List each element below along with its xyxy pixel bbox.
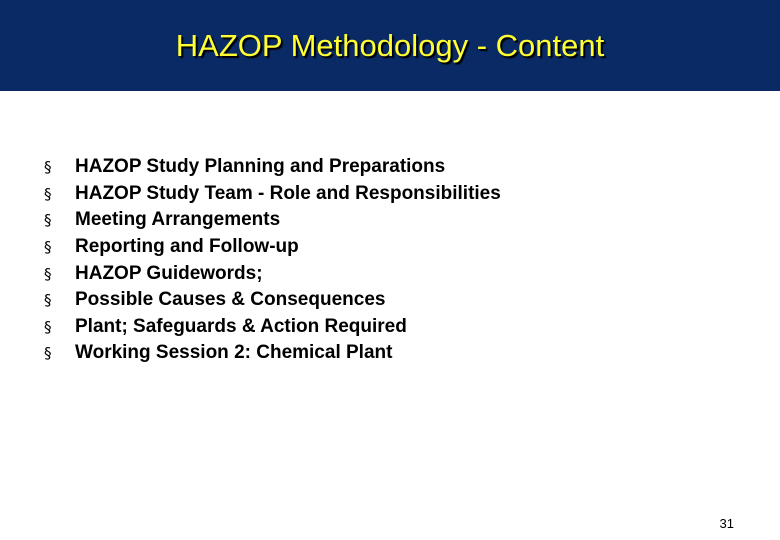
list-item (44, 314, 501, 341)
bullet-marker: § (44, 264, 52, 283)
bullet-list (44, 154, 501, 367)
bullet-marker: § (44, 317, 52, 336)
list-item (44, 260, 501, 287)
list-item-label: HAZOP Study Planning and Preparations (75, 156, 446, 178)
list-item-label: HAZOP Guidewords; (75, 262, 263, 284)
slide-title: HAZOP Methodology - Content (175, 28, 605, 63)
bullet-marker: § (44, 211, 52, 230)
list-item (44, 340, 501, 367)
list-item-label: HAZOP Study Team - Role and Responsibilities (75, 182, 501, 204)
bullet-marker: § (44, 158, 52, 177)
bullet-marker: § (44, 238, 52, 257)
page-number: 31 (719, 516, 734, 531)
bullet-marker: § (44, 184, 52, 203)
bullet-marker: § (44, 291, 52, 310)
title-bar (0, 0, 780, 91)
list-item (44, 234, 501, 261)
list-item-label: Reporting and Follow-up (75, 236, 299, 258)
list-item-label: Meeting Arrangements (75, 209, 281, 231)
bullet-marker: § (44, 344, 52, 363)
list-item (44, 207, 501, 234)
list-item (44, 181, 501, 208)
list-item-label: Plant; Safeguards & Action Required (75, 315, 407, 337)
list-item-label: Working Session 2: Chemical Plant (75, 342, 393, 364)
list-item (44, 154, 501, 181)
list-item (44, 287, 501, 314)
list-item-label: Possible Causes & Consequences (75, 289, 386, 311)
